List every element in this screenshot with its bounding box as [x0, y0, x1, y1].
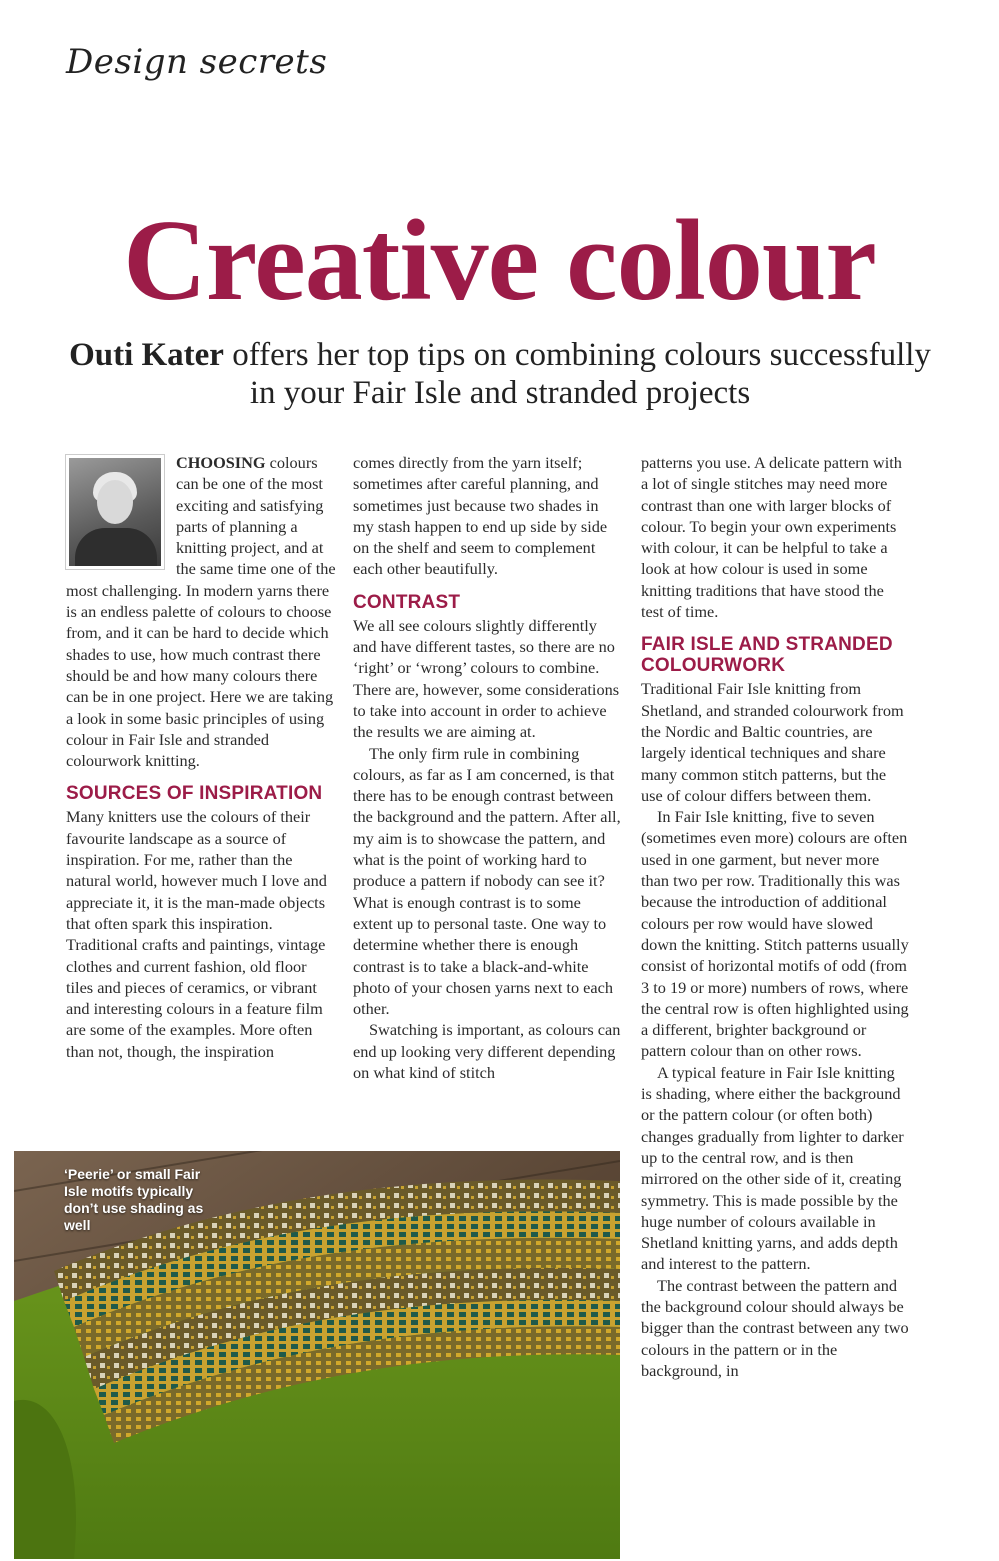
author-portrait [66, 455, 164, 569]
photo-caption: ‘Peerie’ or small Fair Isle motifs typically don’t use shading as well [64, 1166, 204, 1233]
paragraph: The contrast between the pattern and the background colour should always be bigger than the contrast between any two colours in the pattern or in the background, in [641, 1275, 909, 1380]
standfirst-text: offers her top tips on combining colours successfully in your Fair Isle and stranded projects [232, 337, 931, 411]
lead-word: CHOOSING [176, 453, 266, 472]
paragraph: Traditional Fair Isle knitting from Shetland, and stranded colourwork from the Nordic and Baltic countries, are largely identical techniques and share many common stitch patterns, but the use of colour differs between them. [641, 679, 904, 805]
standfirst [60, 336, 940, 412]
article-column-2 [353, 452, 621, 1083]
paragraph: The only firm rule in combining colours, as far as I am concerned, is that there has to be enough contrast between the background and the pattern. After all, my aim is to showcase the pattern, and what is the point of working hard to produce a pattern if nobody can see it? What is enough contrast is to some extent up to personal taste. One way to determine whether there is enough contrast is to take a black-and-white photo of your chosen yarns next to each other. [353, 743, 621, 1019]
article-column-1 [66, 452, 336, 1062]
author-name: Outi Kater [69, 337, 224, 373]
paragraph: comes directly from the yarn itself; sometimes after careful planning, and sometimes just because two shades in my stash happen to end up side by side on the shelf and seem to complement each other beautifully. [353, 453, 608, 579]
heading-sources-of-inspiration: SOURCES OF INSPIRATION [66, 783, 323, 805]
paragraph: A typical feature in Fair Isle knitting is shading, where either the background or the pattern colour (or often both) changes gradually from lighter to darker up to the central row, and is then mirrored on the other side of it, creating symmetry. This is made possible by the huge number of colours available in Shetland knitting yarns, and adds depth and interest to the pattern. [641, 1062, 904, 1274]
heading-contrast: CONTRAST [353, 591, 461, 613]
article-column-3 [641, 452, 909, 1381]
paragraph: In Fair Isle knitting, five to seven (sometimes even more) colours are often used in one garment, but never more than two per row. Traditionally this was because the introduction of additional colours per row would have slowed down the knitting. Stitch patterns usually consist of horizontal motifs of odd (from 3 to 19 or more) numbers of rows, where the central row is often highlighted using a different, brighter background or pattern colour than on other rows. [641, 807, 909, 1061]
intro-text: colours can be one of the most exciting and satisfying parts of planning a knitting project, and at the same time one of the most challenging. In modern yarns there is an endless palette of colours to choose from, and it can be hard to decide which shades to use, how much contrast there should be and how many colours there can be in one project. Here we are taking a look in some basic principles of using colour in Fair Isle and stranded colourwork knitting. [66, 453, 336, 771]
paragraph: We all see colours slightly differently and have different tastes, so there are no ‘right’ or ‘wrong’ colours to combine. There are, however, some considerations to take into account in order to achieve the results we are aiming at. [353, 615, 620, 742]
paragraph: patterns you use. A delicate pattern with a lot of single stitches may need more contrast than one with larger blocks of colour. To begin your own experiments with colour, it can be helpful to take a look at how colour is used in some knitting traditions that have stood the test of time. [641, 453, 902, 622]
article-headline: Creative colour [123, 197, 876, 325]
paragraph: Swatching is important, as colours can end up looking very different depending on what kind of stitch [353, 1020, 621, 1083]
paragraph: Many knitters use the colours of their favourite landscape as a source of inspiration. For me, rather than the natural world, however much I love and appreciate it, it is the man-made objects that often spark this inspiration. Traditional crafts and paintings, vintage clothes and current fashion, old floor tiles and pieces of ceramics, or vibrant and interesting colours in a feature film are some of the examples. More often than not, though, the inspiration [66, 807, 327, 1061]
section-label: Design secrets [66, 42, 328, 82]
fair-isle-sweater-photo [14, 1151, 620, 1559]
heading-fair-isle-and-stranded-colourwork: FAIR ISLE AND STRANDED COLOURWORK [641, 634, 893, 677]
